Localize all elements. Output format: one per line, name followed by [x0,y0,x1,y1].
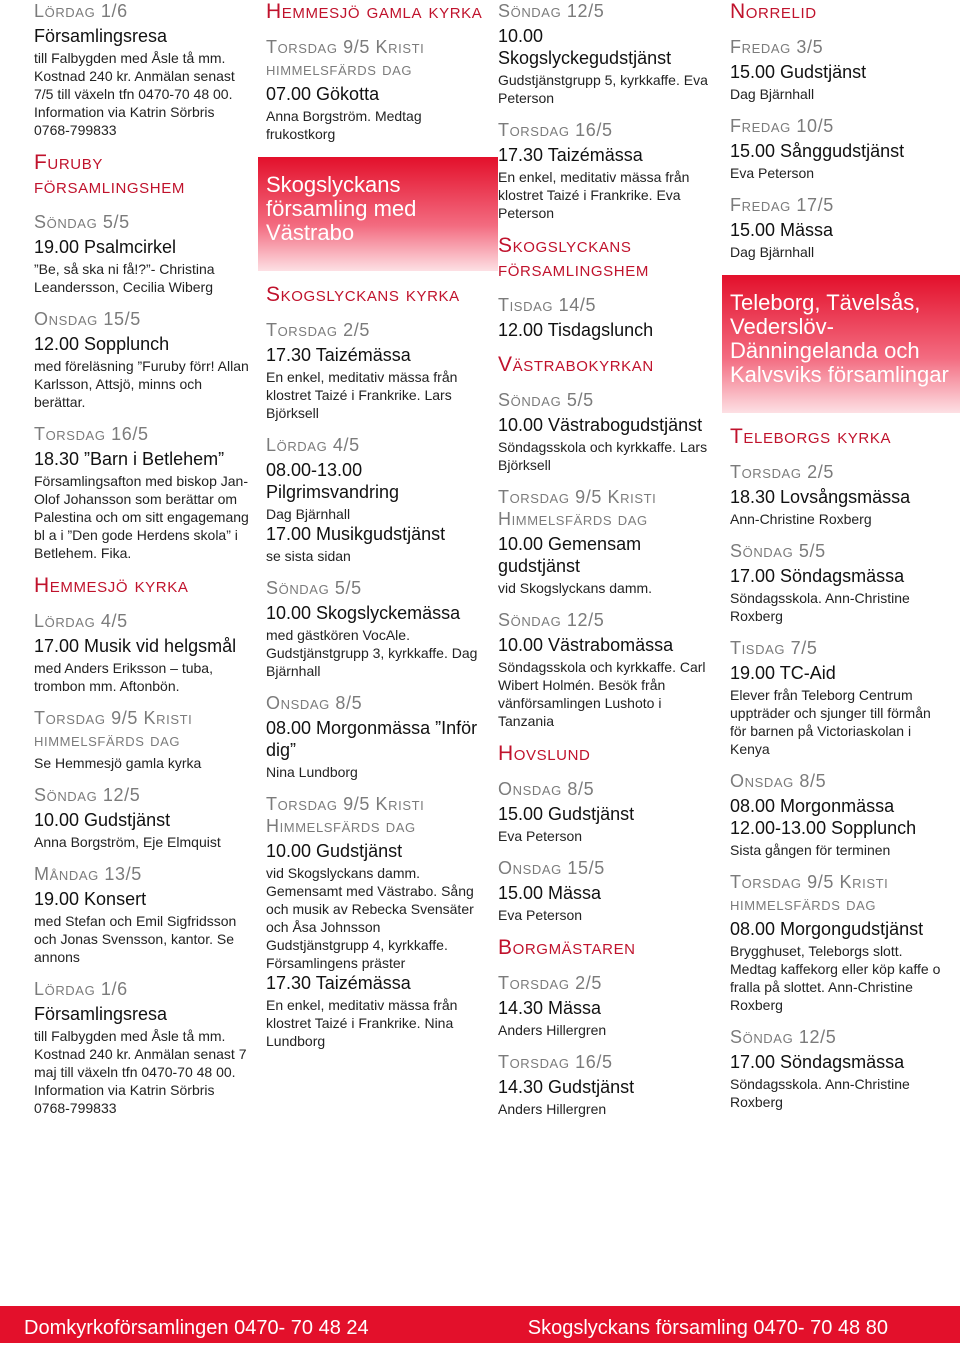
event-date: Torsdag 2/5 [498,973,602,993]
event-date: Söndag 5/5 [498,390,594,410]
event-title: 10.00 Skogslyckegudstjänst [498,26,672,68]
event-title: 15.00 Gudstjänst [498,804,635,824]
event-title: 18.30 Lovsångsmässa [730,487,911,507]
column-4 [730,0,948,1111]
event-date: Torsdag 9/5 Kristi Himmelsfärds dag [266,794,425,836]
venue-heading: Teleborgs kyrka [730,425,892,448]
event-date: Tisdag 14/5 [498,295,597,315]
event-details: Brygghuset, Teleborgs slott. Medtag kaffekorg eller köp kaffe o fralla på slottet. Ann-Christine Roxberg [730,943,941,1013]
column-1 [34,0,252,1117]
event-details: med föreläsning ”Furuby förr! Allan Karlsson, Attsjö, minns och berättar. [34,358,249,410]
event-title: 12.00 Sopplunch [34,334,170,354]
event-title: 17.00 Söndagsmässa [730,566,905,586]
event-date: Onsdag 15/5 [498,858,605,878]
event-date: Torsdag 2/5 [730,462,834,482]
event-date: Söndag 12/5 [498,610,605,630]
event-date: Söndag 5/5 [730,541,826,561]
event-title: Församlingsresa [34,1004,168,1024]
event-details: Anders Hillergren [498,1022,607,1038]
event-details: Gudstjänstgrupp 5, kyrkkaffe. Eva Peterson [498,72,708,106]
event-details: med gästkören VocAle. Gudstjänstgrupp 3, kyrkkaffe. Dag Bjärnhall [266,627,478,679]
event-title: 10.00 Västrabomässa [498,635,674,655]
event-title: 08.00 Morgongudstjänst [730,919,924,939]
event-date: Onsdag 15/5 [34,309,141,329]
event-title: 17.30 Taizémässa [266,973,411,993]
event-details: Elever från Teleborg Centrum uppträder och sjunger till förmån för barnen på Victoriaskolan i Kenya [730,687,931,757]
event-details: Anna Borgström. Medtag frukostkorg [266,108,422,142]
event-date: Torsdag 9/5 Kristi Himmelsfärds dag [498,487,657,529]
event-date: Tisdag 7/5 [730,638,818,658]
event-details: Dag Bjärnhall [730,86,815,102]
event-details: Eva Peterson [498,828,583,844]
event-date: Fredag 10/5 [730,116,834,136]
event-title: 15.00 Mässa [730,220,834,240]
event-details: Ann-Christine Roxberg [730,511,872,527]
event-date: Torsdag 2/5 [266,320,370,340]
event-date: Söndag 5/5 [266,578,362,598]
event-date: Söndag 12/5 [730,1027,837,1047]
event-date: Fredag 17/5 [730,195,834,215]
event-date: Måndag 13/5 [34,864,142,884]
column-3 [498,0,716,1118]
event-details: En enkel, meditativ mässa från klostret Taizé i Frankrike. Nina Lundborg [266,997,458,1049]
event-title: 15.00 Mässa [498,883,602,903]
event-title: 08.00 Morgonmässa [730,796,895,816]
venue-heading: Hemmesjö gamla kyrka [266,0,483,23]
event-date: Lördag 1/6 [34,1,128,21]
event-date: Torsdag 16/5 [498,120,613,140]
event-details: Församlingsafton med biskop Jan-Olof Johansson som berättar om Palestina och om sitt engagemang bl a i ”Den gode Herdens skola” i Betlehem. Fika. [34,473,249,561]
event-title: 14.30 Gudstjänst [498,1077,635,1097]
event-date: Lördag 4/5 [34,611,128,631]
venue-heading: Borgmästaren [498,936,636,959]
event-details: se sista sidan [266,548,351,564]
event-details: Anna Borgström, Eje Elmquist [34,834,221,850]
event-title: 19.00 Psalmcirkel [34,237,177,257]
event-date: Torsdag 9/5 Kristi himmelsfärds dag [266,37,425,79]
event-details: Söndagsskola. Ann-Christine Roxberg [730,1076,910,1110]
event-date: Onsdag 8/5 [730,771,827,791]
event-date: Onsdag 8/5 [498,779,595,799]
event-details: Eva Peterson [730,165,815,181]
event-details: vid Skogslyckans damm. [498,580,653,596]
event-title: 14.30 Mässa [498,998,602,1018]
event-title: 10.00 Gudstjänst [266,841,403,861]
event-date: Torsdag 9/5 Kristi himmelsfärds dag [730,872,889,914]
event-title: 10.00 Skogslyckemässa [266,603,461,623]
column-2 [266,0,484,1050]
event-details: till Falbygden med Åsle tå mm. Kostnad 240 kr. Anmälan senast 7 maj till växeln tfn 0470-70 48 00. Information via Katrin Sörbris 0768-799833 [34,1028,247,1116]
event-details: En enkel, meditativ mässa från klostret Taizé i Frankrike. Lars Björksell [266,369,458,421]
event-title: 17.00 Söndagsmässa [730,1052,905,1072]
event-details: Dag Bjärnhall [730,244,815,260]
event-details: Söndagsskola och kyrkkaffe. Carl Wibert Holmén. Besök från vänförsamlingen Lushoto i Tanzania [498,659,706,729]
event-title: 12.00 Tisdagslunch [498,320,654,340]
event-details: med Stefan och Emil Sigfridsson och Jonas Svensson, kantor. Se annons [34,913,237,965]
parish-banner: Teleborg, Tävelsås, Vederslöv-Dänningelanda och Kalvsviks församlingar [722,275,960,413]
parish-banner: Skogslyckans församling med Västrabo [258,157,498,271]
event-title: 15.00 Gudstjänst [730,62,867,82]
event-date: Onsdag 8/5 [266,693,363,713]
event-date: Söndag 12/5 [34,785,141,805]
event-date: Torsdag 16/5 [498,1052,613,1072]
venue-heading: Hovslund [498,742,591,765]
event-title: 17.30 Taizémässa [498,145,643,165]
event-title: 17.00 Musikgudstjänst [266,524,446,544]
event-details: Söndagsskola. Ann-Christine Roxberg [730,590,910,624]
event-details: En enkel, meditativ mässa från klostret Taizé i Frankrike. Eva Peterson [498,169,690,221]
event-title: 10.00 Gudstjänst [34,810,171,830]
event-date: Torsdag 9/5 Kristi himmelsfärds dag [34,708,193,750]
event-date: Söndag 12/5 [498,1,605,21]
event-date: Fredag 3/5 [730,37,824,57]
event-title: 12.00-13.00 Sopplunch [730,818,917,838]
event-title: 08.00 Morgonmässa ”Inför dig” [266,718,478,760]
event-details: ”Be, så ska ni få!?”- Christina Leandersson, Cecilia Wiberg [34,261,215,295]
footer-bar [0,1306,960,1343]
event-title: 19.00 TC-Aid [730,663,836,683]
event-title: 19.00 Konsert [34,889,147,909]
event-details: Dag Bjärnhall [266,506,351,522]
event-details: Söndagsskola och kyrkkaffe. Lars Björksell [498,439,708,473]
event-title: 18.30 ”Barn i Betlehem” [34,449,225,469]
event-title: 07.00 Gökotta [266,84,380,104]
event-details: Nina Lundborg [266,764,358,780]
event-details: Sista gången för terminen [730,842,891,858]
venue-heading: Furuby församlingshem [34,151,185,198]
event-details: vid Skogslyckans damm. Gemensamt med Västrabo. Sång och musik av Rebecka Svensäter och Åsa Johnsson Gudstjänstgrupp 4, kyrkkaffe. Församlingens präster [266,865,474,971]
venue-heading: Skogslyckans församlingshem [498,234,649,281]
event-details: Se Hemmesjö gamla kyrka [34,755,202,771]
footer-left-contact: Domkyrkoförsamlingen 0470- 70 48 24 [24,1317,369,1339]
event-details: Eva Peterson [498,907,583,923]
event-title: 10.00 Västrabogudstjänst [498,415,703,435]
event-title: 17.00 Musik vid helgsmål [34,636,237,656]
event-date: Lördag 1/6 [34,979,128,999]
venue-heading: Hemmesjö kyrka [34,574,189,597]
event-title: 10.00 Gemensam gudstjänst [498,534,642,576]
venue-heading: Skogslyckans kyrka [266,283,460,306]
event-title: Församlingsresa [34,26,168,46]
event-title: 15.00 Sånggudstjänst [730,141,905,161]
footer-right-contact: Skogslyckans församling 0470- 70 48 80 [527,1317,888,1339]
event-title: 08.00-13.00 Pilgrimsvandring [266,460,400,502]
venue-heading: Norrelid [730,0,817,23]
event-date: Torsdag 16/5 [34,424,149,444]
event-date: Söndag 5/5 [34,212,130,232]
event-details: Anders Hillergren [498,1101,607,1117]
event-details: med Anders Eriksson – tuba, trombon mm. Aftonbön. [34,660,213,694]
event-title: 17.30 Taizémässa [266,345,411,365]
event-details: till Falbygden med Åsle tå mm. Kostnad 240 kr. Anmälan senast 7/5 till växeln tfn 0470-70 48 00. Information via Katrin Sörbris 0768-799833 [34,50,235,138]
event-date: Lördag 4/5 [266,435,360,455]
venue-heading: Västrabokyrkan [498,353,654,376]
